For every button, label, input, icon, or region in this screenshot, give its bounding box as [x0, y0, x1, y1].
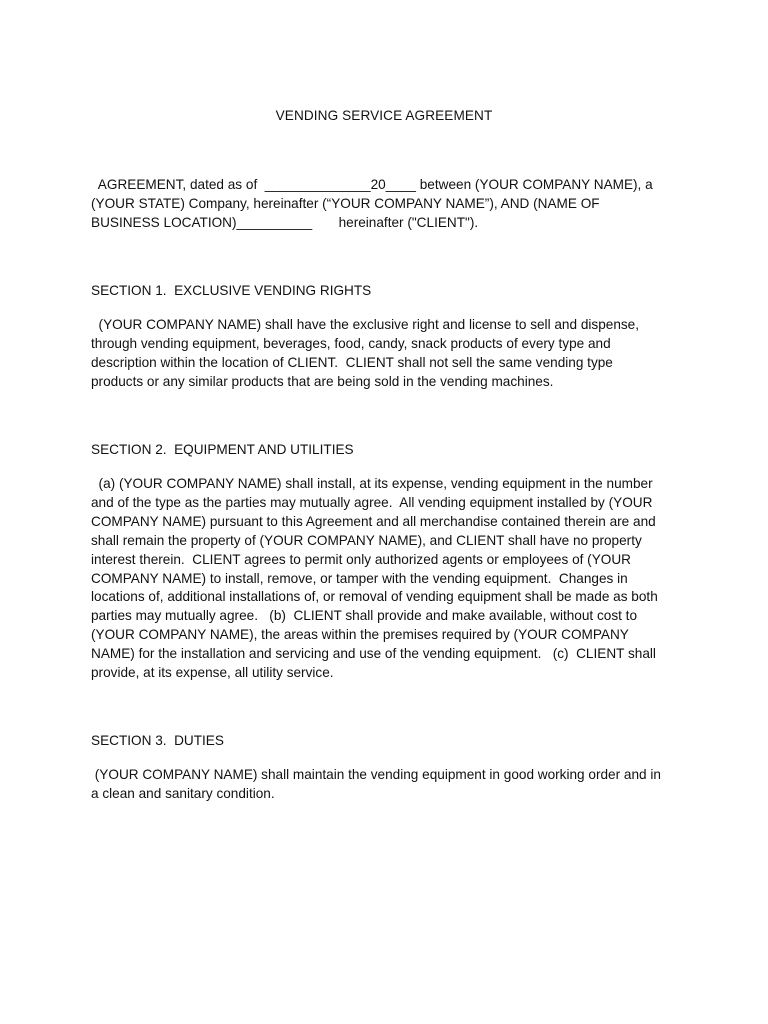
section-3-line: (YOUR COMPANY NAME) shall maintain the vending equipment in good working order and in [91, 767, 661, 782]
section-2-body [91, 475, 681, 683]
section-3-body [91, 766, 681, 804]
section-1-line: through vending equipment, beverages, food, candy, snack products of every type and [91, 335, 611, 351]
section-1-line: description within the location of CLIENT. CLIENT shall not sell the same vending type [91, 354, 613, 370]
section-3-heading: SECTION 3. DUTIES [91, 733, 224, 748]
intro-line: (YOUR STATE) Company, hereinafter (“YOUR COMPANY NAME”), AND (NAME OF [91, 195, 600, 211]
document-title: VENDING SERVICE AGREEMENT [275, 108, 493, 123]
section-1-line: products or any similar products that are being sold in the vending machines. [91, 373, 554, 389]
section-2-heading: SECTION 2. EQUIPMENT AND UTILITIES [91, 442, 354, 457]
section-2-line: (YOUR COMPANY NAME), the areas within the premises required by (YOUR COMPANY [91, 627, 629, 643]
intro-line: BUSINESS LOCATION)__________ hereinafter ("CLIENT"). [91, 214, 479, 230]
section-2-line: locations of, additional installations of, or removal of vending equipment shall be made as both [91, 589, 658, 605]
section-1-line: (YOUR COMPANY NAME) shall have the exclusive right and license to sell and dispense, [91, 317, 640, 332]
intro-line: AGREEMENT, dated as of ______________20____ between (YOUR COMPANY NAME), a [91, 177, 653, 192]
section-2-line: NAME) for the installation and servicing and use of the vending equipment. (c) CLIENT shall [91, 646, 656, 662]
section-2-line: COMPANY NAME) pursuant to this Agreement and all merchandise contained therein are and [91, 513, 656, 529]
section-1-body [91, 316, 681, 392]
section-3-line: a clean and sanitary condition. [91, 785, 275, 801]
section-2-line: and of the type as the parties may mutually agree. All vending equipment installed by (YOUR [91, 494, 653, 510]
section-2-line: (a) (YOUR COMPANY NAME) shall install, at its expense, vending equipment in the number [91, 476, 653, 491]
intro-paragraph [91, 176, 681, 233]
section-2-line: shall remain the property of (YOUR COMPANY NAME), and CLIENT shall have no property [91, 532, 642, 548]
section-2-line: interest therein. CLIENT agrees to permit only authorized agents or employees of (YOUR [91, 551, 631, 567]
section-1-heading: SECTION 1. EXCLUSIVE VENDING RIGHTS [91, 283, 372, 298]
section-2-line: COMPANY NAME) to install, remove, or tamper with the vending equipment. Changes in [91, 570, 628, 586]
section-2-line: parties may mutually agree. (b) CLIENT shall provide and make available, without cost to [91, 608, 638, 624]
section-2-line: provide, at its expense, all utility service. [91, 665, 334, 681]
